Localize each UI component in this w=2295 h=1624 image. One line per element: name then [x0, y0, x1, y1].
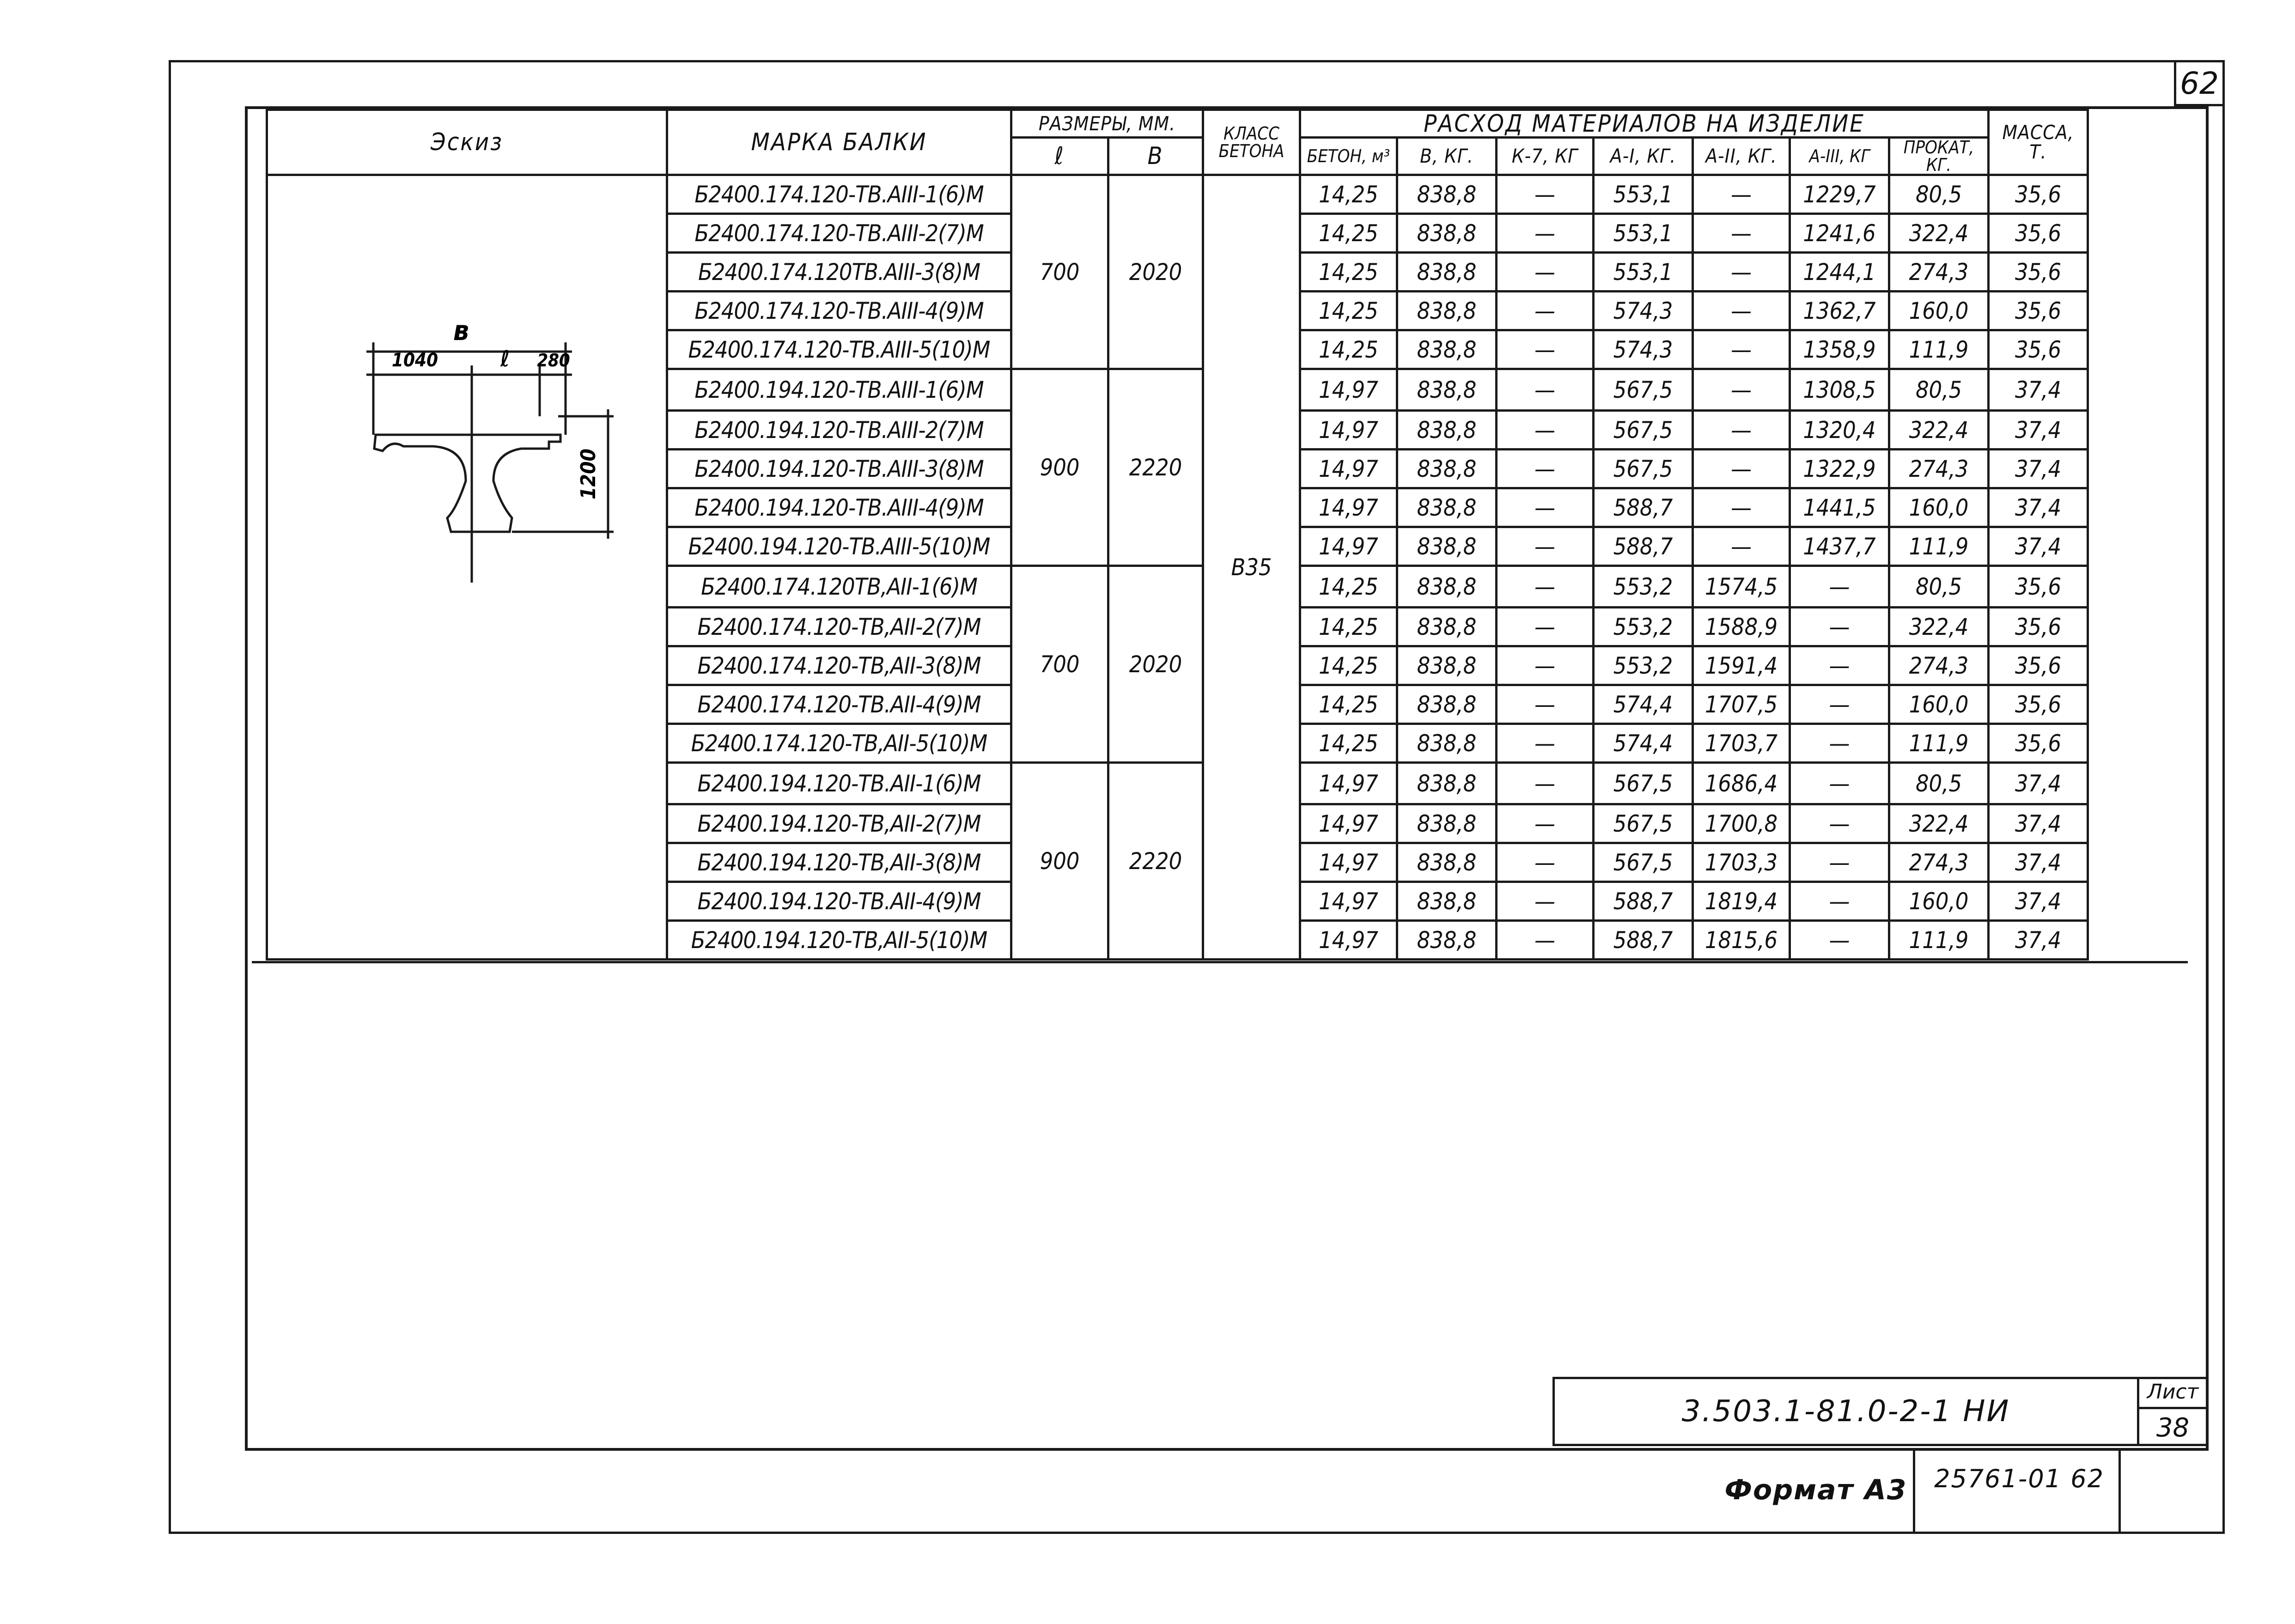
cell-v: 838,8 [1397, 450, 1497, 488]
cell-v: 838,8 [1397, 253, 1497, 292]
cell-mass: 35,6 [1989, 608, 2088, 646]
cell-mass: 37,4 [1989, 763, 2088, 804]
beam-mark: Б2400.194.120-ТВ,АII-2(7)М [667, 804, 1011, 843]
cell-beton: 14,97 [1300, 804, 1397, 843]
cell-k7: — [1497, 330, 1594, 369]
cell-prokat: 111,9 [1889, 527, 1989, 566]
cell-v: 838,8 [1397, 566, 1497, 608]
cell-a1: 588,7 [1594, 527, 1693, 566]
sheet-label: Лист [2137, 1377, 2209, 1409]
sketch-dim-280: 280 [537, 350, 570, 371]
cell-a2: 1815,6 [1693, 921, 1790, 960]
cell-a3: — [1790, 804, 1889, 843]
cell-beton: 14,25 [1300, 330, 1397, 369]
sketch-dim-l: ℓ [500, 346, 510, 372]
cell-a2: 1686,4 [1693, 763, 1790, 804]
cell-a2: 1700,8 [1693, 804, 1790, 843]
cell-beton: 14,25 [1300, 214, 1397, 253]
cell-k7: — [1497, 411, 1594, 450]
cell-prokat: 160,0 [1889, 882, 1989, 921]
cell-a3: — [1790, 921, 1889, 960]
cell-a1: 567,5 [1594, 450, 1693, 488]
cell-a3: 1362,7 [1790, 292, 1889, 330]
cell-mass: 35,6 [1989, 175, 2088, 214]
cell-mass: 37,4 [1989, 488, 2088, 527]
cell-prokat: 322,4 [1889, 411, 1989, 450]
cell-a3: 1229,7 [1790, 175, 1889, 214]
cell-a2: — [1693, 369, 1790, 411]
header-mass: МАССА, Т. [1989, 110, 2088, 175]
cell-a3: 1358,9 [1790, 330, 1889, 369]
cell-a3: — [1790, 763, 1889, 804]
cell-k7: — [1497, 369, 1594, 411]
beam-mark: Б2400.194.120-ТВ.АIII-3(8)М [667, 450, 1011, 488]
header-v-kg: В, КГ. [1397, 138, 1497, 175]
cell-k7: — [1497, 175, 1594, 214]
beam-mark: Б2400.174.120-ТВ.АIII-1(6)М [667, 175, 1011, 214]
cell-mass: 35,6 [1989, 646, 2088, 685]
cell-v: 838,8 [1397, 411, 1497, 450]
cell-prokat: 111,9 [1889, 724, 1989, 763]
beam-mark: Б2400.194.120-ТВ,АII-5(10)М [667, 921, 1011, 960]
cell-a2: 1574,5 [1693, 566, 1790, 608]
cell-prokat: 322,4 [1889, 804, 1989, 843]
beam-spec-table [266, 109, 2089, 961]
cell-a3: 1244,1 [1790, 253, 1889, 292]
cell-a1: 574,4 [1594, 724, 1693, 763]
cell-v: 838,8 [1397, 175, 1497, 214]
cell-beton: 14,25 [1300, 566, 1397, 608]
cell-k7: — [1497, 488, 1594, 527]
sketch-dim-1040: 1040 [391, 350, 438, 371]
cell-prokat: 80,5 [1889, 566, 1989, 608]
header-a3-kg: А-III, КГ [1790, 138, 1889, 175]
cell-beton: 14,25 [1300, 646, 1397, 685]
sketch-cell [267, 175, 667, 960]
cell-mass: 35,6 [1989, 685, 2088, 724]
cell-a2: — [1693, 488, 1790, 527]
cell-a1: 553,2 [1594, 566, 1693, 608]
beam-mark: Б2400.194.120-ТВ.АII-1(6)М [667, 763, 1011, 804]
cell-a3: — [1790, 608, 1889, 646]
format-label: Формат А3 [1724, 1474, 1907, 1506]
cell-mass: 37,4 [1989, 369, 2088, 411]
cell-k7: — [1497, 843, 1594, 882]
cell-a2: 1591,4 [1693, 646, 1790, 685]
dimension-l: 900 [1011, 763, 1108, 960]
header-mark: МАРКА БАЛКИ [667, 110, 1011, 175]
cell-v: 838,8 [1397, 527, 1497, 566]
cell-a1: 588,7 [1594, 882, 1693, 921]
cell-k7: — [1497, 608, 1594, 646]
cell-k7: — [1497, 566, 1594, 608]
cell-beton: 14,25 [1300, 253, 1397, 292]
cell-a1: 588,7 [1594, 488, 1693, 527]
cell-mass: 37,4 [1989, 882, 2088, 921]
cell-a3: — [1790, 882, 1889, 921]
cell-k7: — [1497, 527, 1594, 566]
cell-a1: 553,2 [1594, 646, 1693, 685]
cell-mass: 35,6 [1989, 330, 2088, 369]
cell-mass: 37,4 [1989, 843, 2088, 882]
cell-a2: 1703,3 [1693, 843, 1790, 882]
header-prokat: ПРОКАТ, КГ. [1889, 138, 1989, 175]
cell-a2: — [1693, 411, 1790, 450]
beam-mark: Б2400.194.120-ТВ.АIII-1(6)М [667, 369, 1011, 411]
dimension-l: 700 [1011, 175, 1108, 369]
cell-v: 838,8 [1397, 763, 1497, 804]
header-a2-kg: А-II, КГ. [1693, 138, 1790, 175]
beam-mark: Б2400.174.120-ТВ.АIII-4(9)М [667, 292, 1011, 330]
header-beton: БЕТОН, м³ [1300, 138, 1397, 175]
cell-a1: 553,2 [1594, 608, 1693, 646]
beam-mark: Б2400.194.120-ТВ,АII-3(8)М [667, 843, 1011, 882]
header-sketch: Эскиз [267, 110, 667, 175]
cell-prokat: 274,3 [1889, 646, 1989, 685]
cell-mass: 35,6 [1989, 566, 2088, 608]
cell-prokat: 160,0 [1889, 488, 1989, 527]
cell-prokat: 322,4 [1889, 608, 1989, 646]
cell-a2: — [1693, 527, 1790, 566]
cell-a3: 1437,7 [1790, 527, 1889, 566]
cell-beton: 14,25 [1300, 724, 1397, 763]
dimension-l: 700 [1011, 566, 1108, 763]
cell-a3: 1322,9 [1790, 450, 1889, 488]
cell-a3: — [1790, 566, 1889, 608]
cell-beton: 14,97 [1300, 843, 1397, 882]
cell-v: 838,8 [1397, 608, 1497, 646]
dimension-b: 2020 [1108, 566, 1203, 763]
cell-a2: 1703,7 [1693, 724, 1790, 763]
cell-a3: 1320,4 [1790, 411, 1889, 450]
cell-beton: 14,97 [1300, 488, 1397, 527]
cell-prokat: 160,0 [1889, 292, 1989, 330]
cell-v: 838,8 [1397, 685, 1497, 724]
dimension-b: 2220 [1108, 369, 1203, 566]
beam-mark: Б2400.174.120-ТВ,АII-3(8)М [667, 646, 1011, 685]
cell-a1: 553,1 [1594, 253, 1693, 292]
cell-v: 838,8 [1397, 724, 1497, 763]
beam-section-sketch [272, 176, 662, 955]
beam-mark: Б2400.194.120-ТВ.АII-4(9)М [667, 882, 1011, 921]
header-dimensions: РАЗМЕРЫ, ММ. [1011, 110, 1203, 138]
cell-mass: 37,4 [1989, 804, 2088, 843]
beam-mark: Б2400.194.120-ТВ.АIII-2(7)М [667, 411, 1011, 450]
cell-prokat: 80,5 [1889, 763, 1989, 804]
cell-beton: 14,97 [1300, 921, 1397, 960]
cell-a1: 567,5 [1594, 763, 1693, 804]
beam-mark: Б2400.194.120-ТВ.АIII-4(9)М [667, 488, 1011, 527]
cell-a1: 588,7 [1594, 921, 1693, 960]
cell-k7: — [1497, 921, 1594, 960]
cell-mass: 37,4 [1989, 921, 2088, 960]
cell-a2: 1588,9 [1693, 608, 1790, 646]
cell-v: 838,8 [1397, 369, 1497, 411]
cell-v: 838,8 [1397, 921, 1497, 960]
cell-prokat: 160,0 [1889, 685, 1989, 724]
cell-v: 838,8 [1397, 214, 1497, 253]
cell-a2: — [1693, 175, 1790, 214]
header-k7-kg: К-7, КГ [1497, 138, 1594, 175]
cell-beton: 14,97 [1300, 450, 1397, 488]
cell-k7: — [1497, 214, 1594, 253]
beam-mark: Б2400.174.120-ТВ,АII-5(10)М [667, 724, 1011, 763]
cell-a1: 567,5 [1594, 369, 1693, 411]
cell-a3: — [1790, 685, 1889, 724]
beam-mark: Б2400.174.120-ТВ.АIII-5(10)М [667, 330, 1011, 369]
header-a1-kg: А-I, КГ. [1594, 138, 1693, 175]
beam-mark: Б2400.174.120ТВ.АIII-3(8)М [667, 253, 1011, 292]
cell-a1: 574,4 [1594, 685, 1693, 724]
cell-beton: 14,97 [1300, 763, 1397, 804]
cell-a2: — [1693, 253, 1790, 292]
beam-mark: Б2400.194.120-ТВ.АIII-5(10)М [667, 527, 1011, 566]
cell-prokat: 274,3 [1889, 253, 1989, 292]
header-consumption: РАСХОД МАТЕРИАЛОВ НА ИЗДЕЛИЕ [1300, 110, 1989, 138]
cell-a3: 1241,6 [1790, 214, 1889, 253]
sketch-dim-1200: 1200 [577, 448, 600, 500]
cell-a1: 567,5 [1594, 843, 1693, 882]
cell-mass: 37,4 [1989, 450, 2088, 488]
cell-a2: — [1693, 450, 1790, 488]
dimension-b: 2020 [1108, 175, 1203, 369]
cell-prokat: 111,9 [1889, 921, 1989, 960]
cell-a3: 1441,5 [1790, 488, 1889, 527]
beam-mark: Б2400.174.120-ТВ,АII-2(7)М [667, 608, 1011, 646]
cell-k7: — [1497, 685, 1594, 724]
cell-a1: 553,1 [1594, 175, 1693, 214]
cell-k7: — [1497, 882, 1594, 921]
header-dim-l: ℓ [1011, 138, 1108, 175]
document-code: 3.503.1-81.0-2-1 НИ [1681, 1394, 2010, 1429]
concrete-class: В35 [1203, 175, 1300, 960]
cell-a3: — [1790, 724, 1889, 763]
cell-beton: 14,25 [1300, 608, 1397, 646]
cell-a3: — [1790, 843, 1889, 882]
cell-a2: — [1693, 214, 1790, 253]
cell-mass: 37,4 [1989, 527, 2088, 566]
cell-mass: 37,4 [1989, 411, 2088, 450]
cell-k7: — [1497, 253, 1594, 292]
cell-a1: 567,5 [1594, 804, 1693, 843]
cell-k7: — [1497, 724, 1594, 763]
cell-beton: 14,25 [1300, 175, 1397, 214]
cell-v: 838,8 [1397, 882, 1497, 921]
cell-a1: 553,1 [1594, 214, 1693, 253]
cell-prokat: 80,5 [1889, 175, 1989, 214]
cell-v: 838,8 [1397, 843, 1497, 882]
cell-a2: 1707,5 [1693, 685, 1790, 724]
cell-v: 838,8 [1397, 292, 1497, 330]
cell-beton: 14,97 [1300, 369, 1397, 411]
cell-k7: — [1497, 763, 1594, 804]
cell-v: 838,8 [1397, 804, 1497, 843]
sketch-dim-b: в [453, 315, 469, 347]
cell-beton: 14,97 [1300, 882, 1397, 921]
cell-v: 838,8 [1397, 330, 1497, 369]
cell-prokat: 322,4 [1889, 214, 1989, 253]
dimension-b: 2220 [1108, 763, 1203, 960]
cell-prokat: 274,3 [1889, 450, 1989, 488]
cell-a1: 574,3 [1594, 292, 1693, 330]
beam-mark: Б2400.174.120-ТВ.АII-4(9)М [667, 685, 1011, 724]
cell-k7: — [1497, 804, 1594, 843]
inventory-number: 25761-01 62 [1934, 1464, 2104, 1493]
table-bottom-line [252, 961, 2188, 963]
table-row [267, 175, 2088, 214]
cell-mass: 35,6 [1989, 253, 2088, 292]
cell-a1: 567,5 [1594, 411, 1693, 450]
beam-mark: Б2400.174.120-ТВ.АIII-2(7)М [667, 214, 1011, 253]
cell-a2: — [1693, 292, 1790, 330]
cell-k7: — [1497, 646, 1594, 685]
cell-a1: 574,3 [1594, 330, 1693, 369]
cell-mass: 35,6 [1989, 214, 2088, 253]
cell-beton: 14,97 [1300, 527, 1397, 566]
cell-beton: 14,97 [1300, 411, 1397, 450]
sheet-number: 38 [2156, 1412, 2190, 1443]
cell-beton: 14,25 [1300, 685, 1397, 724]
cell-beton: 14,25 [1300, 292, 1397, 330]
cell-a3: — [1790, 646, 1889, 685]
cell-mass: 35,6 [1989, 724, 2088, 763]
cell-prokat: 80,5 [1889, 369, 1989, 411]
cell-prokat: 111,9 [1889, 330, 1989, 369]
cell-a2: 1819,4 [1693, 882, 1790, 921]
cell-k7: — [1497, 292, 1594, 330]
cell-a3: 1308,5 [1790, 369, 1889, 411]
cell-prokat: 274,3 [1889, 843, 1989, 882]
cell-a2: — [1693, 330, 1790, 369]
cell-v: 838,8 [1397, 488, 1497, 527]
header-concrete-class: КЛАСС БЕТОНА [1203, 110, 1300, 175]
dimension-l: 900 [1011, 369, 1108, 566]
beam-mark: Б2400.174.120ТВ,АII-1(6)М [667, 566, 1011, 608]
page-number: 62 [2174, 60, 2225, 106]
cell-v: 838,8 [1397, 646, 1497, 685]
cell-mass: 35,6 [1989, 292, 2088, 330]
header-dim-b: В [1108, 138, 1203, 175]
cell-k7: — [1497, 450, 1594, 488]
